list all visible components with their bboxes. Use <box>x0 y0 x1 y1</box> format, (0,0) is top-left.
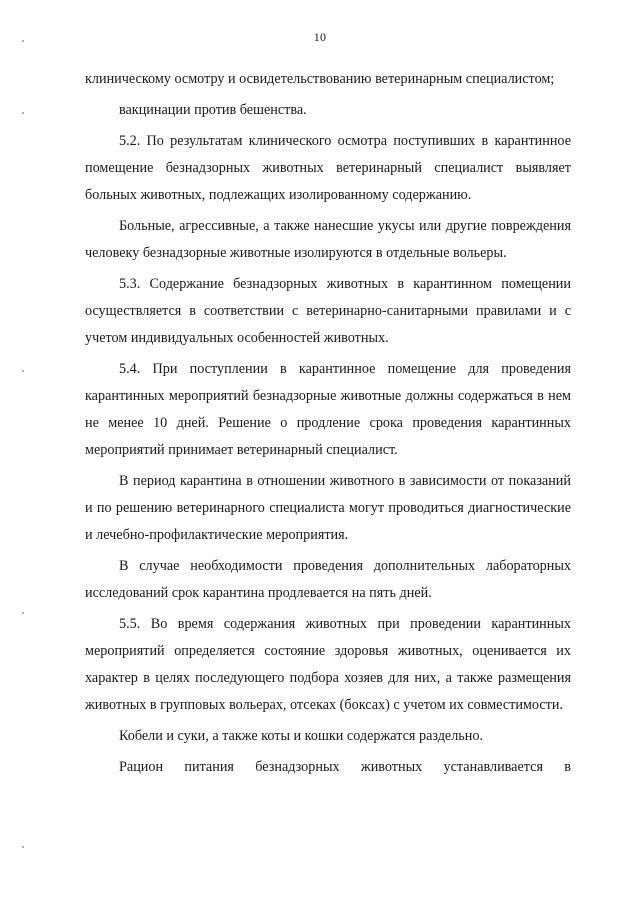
paragraph: 5.5. Во время содержания животных при проведении карантинных мероприятий определяется состояние здоровья животных, оценивается их характер в целях последующего подбора хозяев для них, а также размещения животных в групповых вольерах, отсеках (боксах) с учетом их совместимости. <box>85 616 571 713</box>
scan-margin-marks <box>22 0 26 905</box>
paragraph: 5.2. По результатам клинического осмотра поступивших в карантинное помещение безнадзорных животных ветеринарный специалист выявляет больных животных, подлежащих изолированному содержанию. <box>85 133 571 203</box>
paragraph: 5.4. При поступлении в карантинное помещение для проведения карантинных мероприятий безнадзорные животные должны содержаться в нем не менее 10 дней. Решение о продление срока проведения карантинных мероприятий принимает ветеринарный специалист. <box>85 361 571 458</box>
paragraph: Больные, агрессивные, а также нанесшие укусы или другие повреждения человеку безнадзорные животные изолируются в отдельные вольеры. <box>85 218 571 261</box>
paragraph: клиническому осмотру и освидетельствованию ветеринарным специалистом; <box>85 71 555 87</box>
scan-speck <box>22 846 24 848</box>
document-body <box>85 66 571 781</box>
paragraph: 5.3. Содержание безнадзорных животных в карантинном помещении осуществляется в соответствии с ветеринарно-санитарными правилами и с учетом индивидуальных особенностей животных. <box>85 276 571 346</box>
paragraph: В период карантина в отношении животного в зависимости от показаний и по решению ветеринарного специалиста могут проводиться диагностические и лечебно-профилактические мероприятия. <box>85 473 571 543</box>
paragraph: вакцинации против бешенства. <box>119 102 307 118</box>
page-number: 10 <box>313 30 327 44</box>
paragraph: Кобели и суки, а также коты и кошки содержатся раздельно. <box>119 728 484 744</box>
paragraph: В случае необходимости проведения дополнительных лабораторных исследований срок карантина продлевается на пять дней. <box>85 558 571 601</box>
paragraph: Рацион питания безнадзорных животных устанавливается в <box>119 759 571 775</box>
scan-speck <box>22 112 24 114</box>
scan-speck <box>22 612 24 614</box>
scan-speck <box>22 370 24 372</box>
